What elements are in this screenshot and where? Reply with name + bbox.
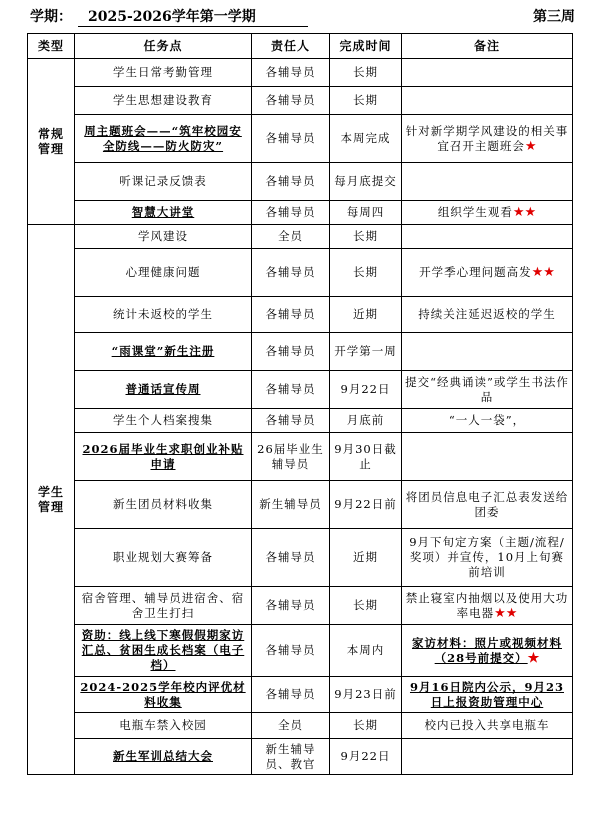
red-star-icon: ★ (512, 205, 525, 220)
table-row (28, 481, 573, 529)
red-star-icon: ★ (527, 650, 540, 666)
red-star-icon: ★ (543, 265, 555, 280)
red-star-icon: ★ (505, 605, 518, 621)
time-cell: 开学第一周 (330, 333, 402, 371)
task-cell (75, 409, 252, 433)
owner-cell: 各辅导员 (252, 333, 330, 371)
red-star-icon: ★ (494, 605, 506, 621)
task-text: 电瓶车禁入校园 (119, 718, 207, 732)
note-text: 持续关注延迟返校的学生 (418, 307, 556, 321)
term-label: 学期： (30, 9, 72, 25)
task-text: 学生日常考勤管理 (113, 65, 213, 79)
owner-cell: 各辅导员 (252, 163, 330, 201)
task-text: 职业规划大赛筹备 (113, 550, 213, 564)
task-text: 学风建设 (138, 229, 188, 243)
task-text: 心理健康问题 (125, 265, 201, 279)
owner-cell: 各辅导员 (252, 409, 330, 433)
owner-cell: 26届毕业生辅导员 (252, 433, 330, 481)
term-value: 2025-2026学年第一学期 (78, 6, 308, 27)
task-cell (75, 529, 252, 587)
table-row (28, 371, 573, 409)
task-cell (75, 433, 252, 481)
time-cell: 月底前 (330, 409, 402, 433)
owner-cell: 各辅导员 (252, 201, 330, 225)
note-text: 提交“经典诵读”或学生书法作品 (405, 374, 569, 404)
task-text: 周主题班会——“筑牢校园安全防线——防火防灾” (84, 123, 242, 153)
task-cell (75, 587, 252, 625)
task-text: 学生思想建设教育 (113, 93, 213, 107)
note-cell (402, 409, 573, 433)
table-row (28, 297, 573, 333)
task-text: 资助：线上线下寒假假期家访汇总、贫困生成长档案（电子档） (81, 628, 245, 672)
note-cell (402, 587, 573, 625)
task-cell (75, 225, 252, 249)
table-row (28, 163, 573, 201)
table-row (28, 115, 573, 163)
note-cell (402, 201, 573, 225)
owner-cell: 各辅导员 (252, 297, 330, 333)
table-row (28, 529, 573, 587)
note-cell (402, 713, 573, 739)
owner-cell: 各辅导员 (252, 625, 330, 677)
task-table (27, 33, 573, 775)
category-cell: 常规 管理 (28, 59, 75, 225)
time-cell: 长期 (330, 59, 402, 87)
note-cell (402, 249, 573, 297)
task-cell (75, 115, 252, 163)
time-cell: 9月30日截止 (330, 433, 402, 481)
task-cell (75, 713, 252, 739)
task-cell (75, 201, 252, 225)
table-row (28, 201, 573, 225)
time-cell: 长期 (330, 249, 402, 297)
time-cell: 近期 (330, 297, 402, 333)
note-cell (402, 297, 573, 333)
owner-cell: 各辅导员 (252, 59, 330, 87)
table-row (28, 249, 573, 297)
time-cell: 长期 (330, 87, 402, 115)
page-header (30, 4, 575, 30)
task-cell (75, 371, 252, 409)
red-star-icon: ★ (524, 138, 537, 154)
col-owner: 责任人 (252, 34, 330, 59)
table-row (28, 59, 573, 87)
task-text: 2024-2025学年校内评优材料收集 (80, 679, 246, 709)
note-cell (402, 529, 573, 587)
week-label: 第三周 (533, 9, 575, 25)
note-cell (402, 371, 573, 409)
note-text: 家访材料：照片或视频材料（28号前提交） (412, 635, 562, 665)
note-text: 将团员信息电子汇总表发送给团委 (405, 489, 569, 519)
col-note: 备注 (402, 34, 573, 59)
note-cell (402, 87, 573, 115)
task-cell (75, 87, 252, 115)
note-cell (402, 163, 573, 201)
note-text: 9月下旬定方案（主题/流程/奖项）并宣传，10月上旬赛前培训 (409, 535, 565, 579)
time-cell: 9月23日前 (330, 677, 402, 713)
task-cell (75, 739, 252, 775)
note-cell (402, 433, 573, 481)
note-text: 开学季心理问题高发 (419, 265, 532, 279)
note-cell (402, 115, 573, 163)
owner-cell: 新生辅导员 (252, 481, 330, 529)
table-body (28, 59, 573, 775)
red-star-icon: ★ (531, 265, 544, 280)
time-cell: 长期 (330, 713, 402, 739)
task-text: 学生个人档案搜集 (113, 413, 213, 427)
task-cell (75, 625, 252, 677)
task-cell (75, 163, 252, 201)
note-cell (402, 625, 573, 677)
task-cell (75, 59, 252, 87)
note-cell (402, 677, 573, 713)
task-cell (75, 297, 252, 333)
task-text: 宿舍管理、辅导员进宿舍、宿舍卫生打扫 (81, 590, 245, 620)
owner-cell: 各辅导员 (252, 677, 330, 713)
task-text: 新生军训总结大会 (113, 749, 213, 763)
owner-cell: 各辅导员 (252, 249, 330, 297)
note-text: 9月16日院内公示，9月23日上报资助管理中心 (409, 679, 564, 709)
owner-cell: 各辅导员 (252, 87, 330, 115)
table-row (28, 409, 573, 433)
note-text: 针对新学期学风建设的相关事宜召开主题班会 (405, 123, 569, 153)
task-text: 新生团员材料收集 (113, 497, 213, 511)
col-time: 完成时间 (330, 34, 402, 59)
owner-cell: 新生辅导员、教官 (252, 739, 330, 775)
table-row (28, 225, 573, 249)
table-row (28, 587, 573, 625)
col-task: 任务点 (75, 34, 252, 59)
time-cell: 长期 (330, 225, 402, 249)
owner-cell: 全员 (252, 225, 330, 249)
task-cell (75, 333, 252, 371)
table-row (28, 433, 573, 481)
time-cell: 本周内 (330, 625, 402, 677)
note-cell (402, 333, 573, 371)
time-cell: 长期 (330, 587, 402, 625)
task-cell (75, 481, 252, 529)
note-text: “一人一袋”， (448, 413, 526, 427)
table-row (28, 713, 573, 739)
col-type: 类型 (28, 34, 75, 59)
note-cell (402, 59, 573, 87)
task-text: 智慧大讲堂 (131, 205, 195, 219)
note-text: 组织学生观看 (437, 205, 513, 219)
task-text: 普通话宣传周 (125, 382, 201, 396)
owner-cell: 各辅导员 (252, 371, 330, 409)
category-cell: 学生 管理 (28, 225, 75, 775)
table-row (28, 625, 573, 677)
owner-cell: 各辅导员 (252, 587, 330, 625)
time-cell: 9月22日 (330, 739, 402, 775)
task-text: “雨课堂”新生注册 (111, 344, 215, 358)
red-star-icon: ★ (524, 205, 537, 220)
table-row (28, 333, 573, 371)
table-row (28, 677, 573, 713)
note-cell (402, 225, 573, 249)
table-row (28, 739, 573, 775)
task-cell (75, 249, 252, 297)
owner-cell: 各辅导员 (252, 115, 330, 163)
task-text: 2026届毕业生求职创业补贴申请 (82, 441, 244, 471)
time-cell: 9月22日 (330, 371, 402, 409)
time-cell: 每周四 (330, 201, 402, 225)
table-row (28, 87, 573, 115)
time-cell: 每月底提交 (330, 163, 402, 201)
note-text: 校内已投入共享电瓶车 (424, 718, 550, 732)
note-cell (402, 739, 573, 775)
note-text: 禁止寝室内抽烟以及使用大功率电器 (405, 590, 569, 620)
task-text: 听课记录反馈表 (119, 174, 207, 188)
task-text: 统计未返校的学生 (113, 307, 213, 321)
task-cell (75, 677, 252, 713)
owner-cell: 全员 (252, 713, 330, 739)
time-cell: 本周完成 (330, 115, 402, 163)
time-cell: 近期 (330, 529, 402, 587)
owner-cell: 各辅导员 (252, 529, 330, 587)
note-cell (402, 481, 573, 529)
table-header-row (28, 34, 573, 59)
time-cell: 9月22日前 (330, 481, 402, 529)
